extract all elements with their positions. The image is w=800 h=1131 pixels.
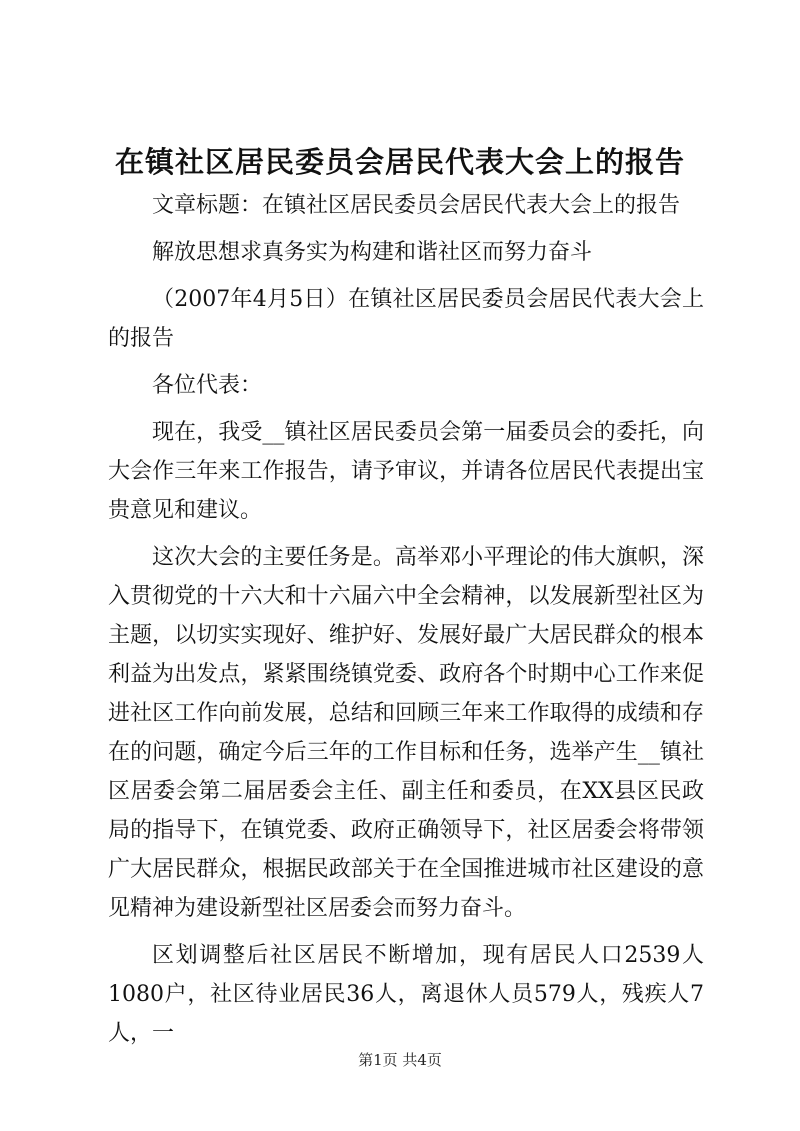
salutation: 各位代表： bbox=[152, 373, 263, 398]
article-title-line: 文章标题：在镇社区居民委员会居民代表大会上的报告 bbox=[152, 193, 681, 218]
document-body bbox=[108, 186, 704, 1053]
subtitle-line: 解放思想求真务实为构建和谐社区而努力奋斗 bbox=[152, 240, 593, 265]
paragraph-intro: 现在，我受__镇社区居民委员会第一届委员会的委托，向大会作三年来工作报告，请予审议，并请各位居民代表提出宝贵意见和建议。 bbox=[108, 420, 704, 523]
document-title: 在镇社区居民委员会居民代表大会上的报告 bbox=[114, 145, 685, 179]
paragraph-tasks: 这次大会的主要任务是。高举邓小平理论的伟大旗帜，深入贯彻党的十六大和十六届六中全会精神，以发展新型社区为主题，以切实实现好、维护好、发展好最广大居民群众的根本利益为出发点，紧紧围绕镇党委、政府各个时期中心工作来促进社区工作向前发展，总结和回顾三年来工作取得的成绩和存在的问题，确定今后三年的工作目标和任务，选举产生__镇社区居委会第二届居委会主任、副主任和委员，在XX县区民政局的指导下，在镇党委、政府正确领导下，社区居委会将带领广大居民群众，根据民政部关于在全国推进城市社区建设的意见精神为建设新型社区居委会而努力奋斗。 bbox=[108, 545, 704, 921]
date-line: （2007年4月5日）在镇社区居民委员会居民代表大会上的报告 bbox=[108, 287, 704, 351]
page-footer: 第1页 共4页 bbox=[358, 1051, 442, 1069]
paragraph-population: 区划调整后社区居民不断增加，现有居民人口2539人1080户，社区待业居民36人，离退休人员579人，残疾人7人，一 bbox=[108, 943, 704, 1046]
